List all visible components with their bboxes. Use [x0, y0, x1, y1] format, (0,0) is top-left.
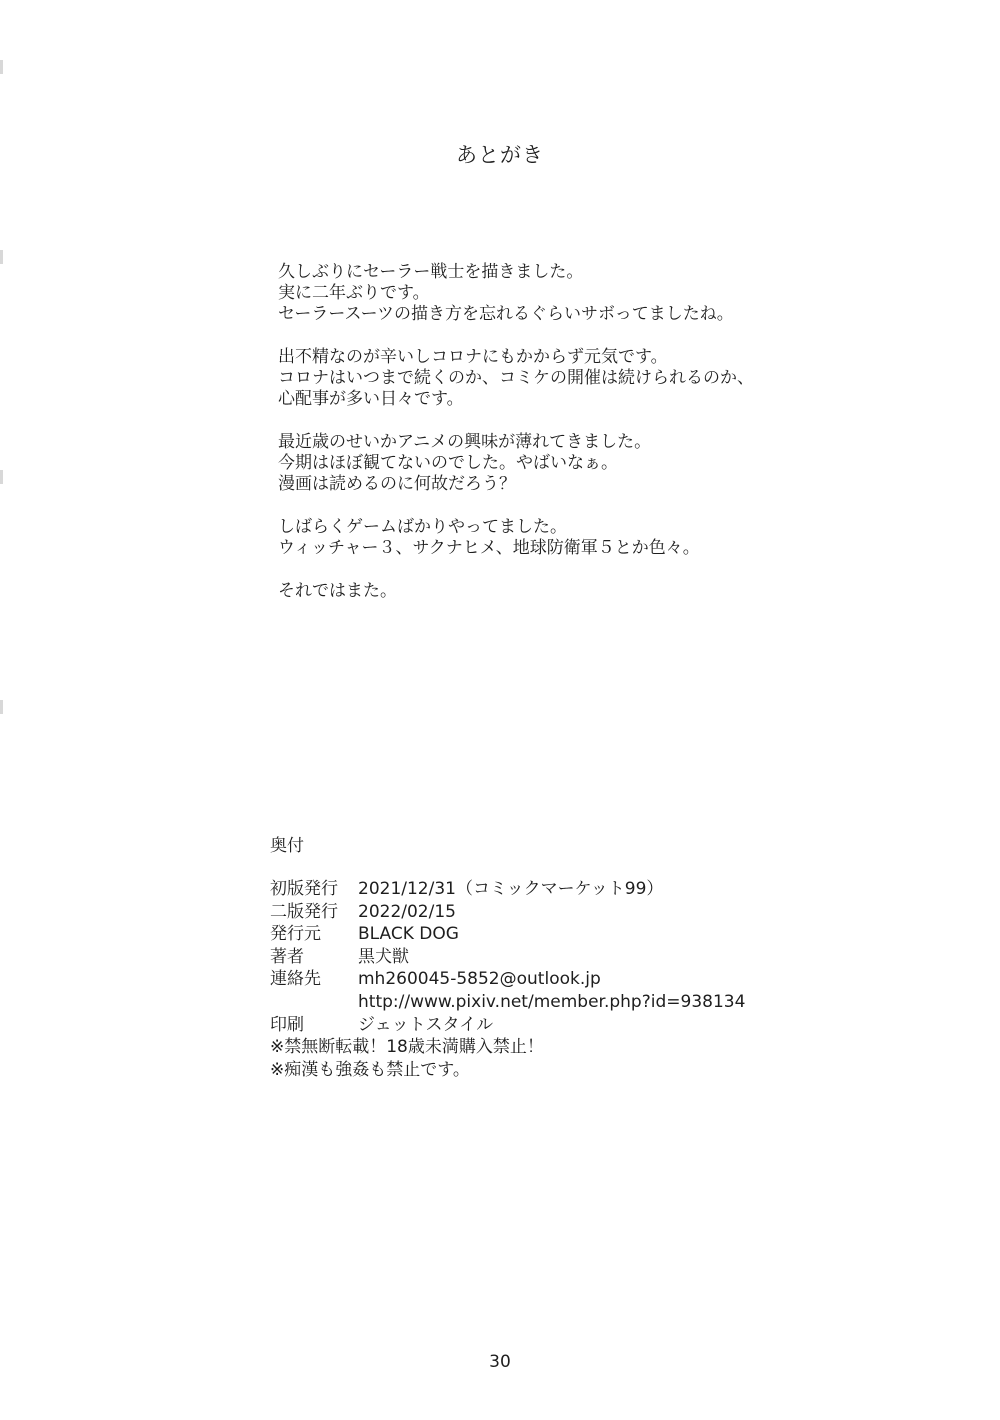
- colophon-row: [270, 946, 870, 969]
- scan-edge-mark: [0, 250, 3, 264]
- colophon-value: 2022/02/15: [358, 901, 456, 922]
- afterword-paragraph: [278, 517, 838, 559]
- afterword-body: [278, 262, 838, 624]
- colophon-label: 連絡先: [270, 969, 321, 990]
- scan-edge-mark: [0, 700, 3, 714]
- afterword-line: ウィッチャー３、サクナヒメ、地球防衛軍５とか色々。: [278, 538, 700, 558]
- colophon-value: BLACK DOG: [358, 924, 459, 945]
- afterword-line: 心配事が多い日々です。: [278, 389, 464, 409]
- colophon-notice: ※禁無断転載！18歳未満購入禁止！: [270, 1037, 544, 1058]
- afterword-line: 実に二年ぶりです。: [278, 283, 430, 303]
- colophon-row: [270, 901, 870, 924]
- afterword-paragraph: [278, 581, 838, 602]
- colophon-label: 印刷: [270, 1014, 304, 1035]
- afterword-paragraph: [278, 432, 838, 495]
- afterword-line: 出不精なのが辛いしコロナにもかからず元気です。: [278, 347, 668, 367]
- colophon-label: 二版発行: [270, 901, 338, 922]
- contact-email: mh260045-5852@outlook.jp: [358, 969, 601, 990]
- colophon-value: 黒犬獣: [358, 946, 409, 967]
- colophon-label: 著者: [270, 946, 304, 967]
- afterword-line: しばらくゲームばかりやってました。: [278, 517, 567, 537]
- afterword-line: 久しぶりにセーラー戦士を描きました。: [278, 262, 584, 282]
- colophon-label: [270, 991, 358, 1014]
- afterword-line: それではまた。: [278, 581, 397, 601]
- afterword-paragraph: [278, 262, 838, 325]
- colophon-row: [270, 923, 870, 946]
- colophon-label: 発行元: [270, 924, 321, 945]
- contact-url: http://www.pixiv.net/member.php?id=938134: [358, 991, 746, 1012]
- colophon-row: [270, 968, 870, 991]
- afterword-line: コロナはいつまで続くのか、コミケの開催は続けられるのか、: [278, 368, 754, 388]
- colophon-value: ジェットスタイル: [358, 1014, 494, 1035]
- colophon-heading: 奥付: [270, 836, 304, 856]
- colophon-row: [270, 878, 870, 901]
- afterword-title: あとがき: [456, 143, 544, 167]
- colophon-table: [270, 878, 870, 1081]
- colophon-label: 初版発行: [270, 879, 338, 899]
- colophon-row: [270, 1014, 870, 1037]
- afterword-line: 今期はほぼ観てないのでした。やばいなぁ。: [278, 453, 618, 473]
- afterword-line: セーラースーツの描き方を忘れるぐらいサボってましたね。: [278, 304, 734, 324]
- colophon-value: 2021/12/31（コミックマーケット99）: [358, 879, 664, 899]
- afterword-line: 最近歳のせいかアニメの興味が薄れてきました。: [278, 432, 652, 452]
- colophon-row: [270, 991, 870, 1014]
- afterword-paragraph: [278, 347, 838, 410]
- page-number: 30: [489, 1352, 511, 1372]
- scan-edge-mark: [0, 60, 3, 74]
- scan-edge-mark: [0, 470, 3, 484]
- afterword-line: 漫画は読めるのに何故だろう？: [278, 474, 516, 494]
- colophon-notice: ※痴漢も強姦も禁止です。: [270, 1059, 470, 1080]
